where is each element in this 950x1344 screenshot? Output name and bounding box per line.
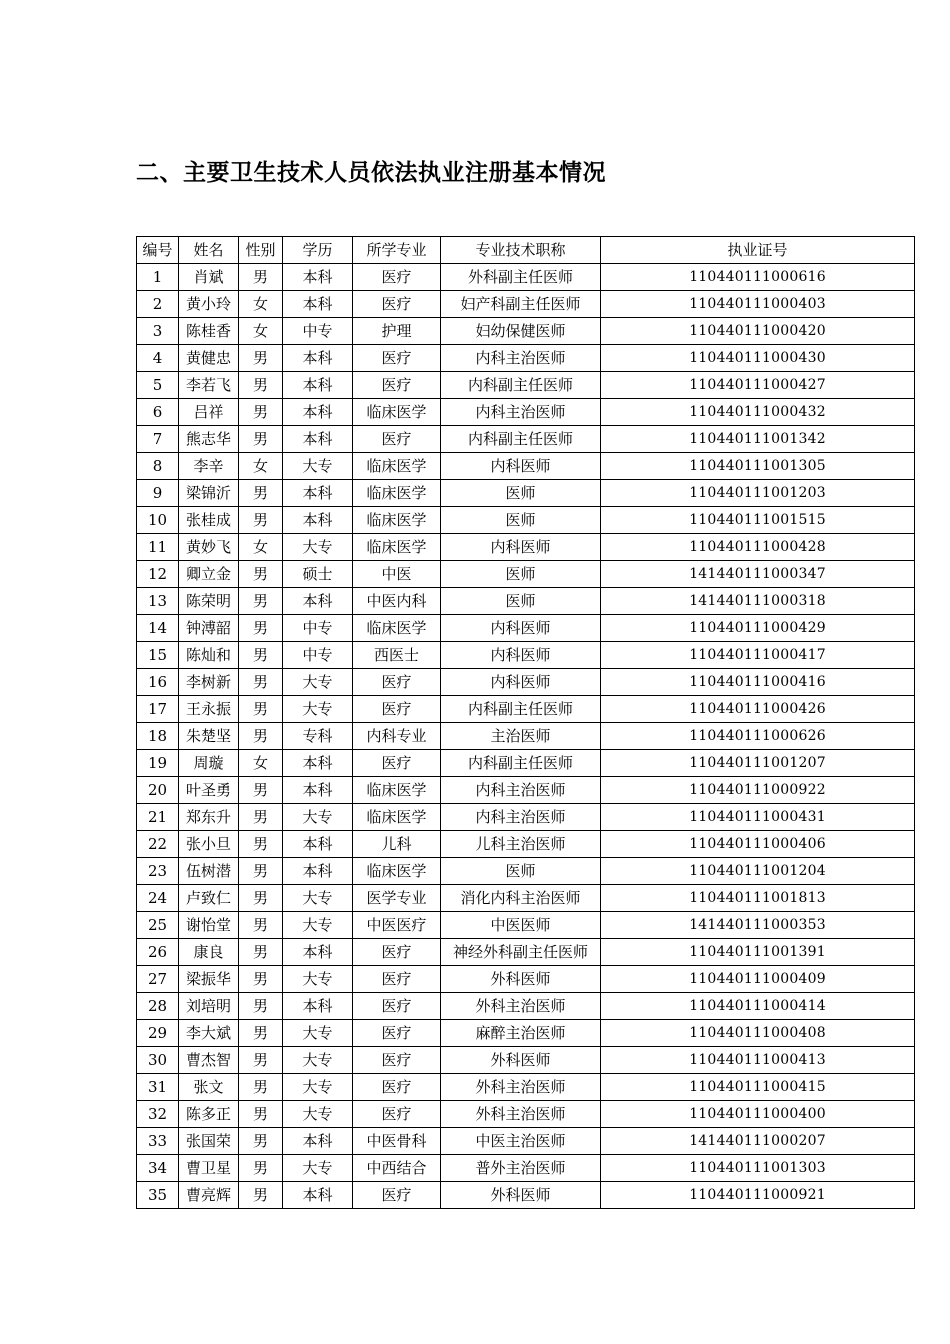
- education-cell: 本科: [283, 264, 353, 291]
- license-number-cell: 110440111001813: [601, 885, 915, 912]
- name-cell: 曹亮辉: [179, 1182, 239, 1209]
- column-header-gender: 性别: [239, 237, 283, 264]
- name-cell: 伍树潜: [179, 858, 239, 885]
- professional-title-cell: 主治医师: [441, 723, 601, 750]
- professional-title-cell: 内科副主任医师: [441, 372, 601, 399]
- license-number-cell: 110440111000413: [601, 1047, 915, 1074]
- table-row: [137, 1101, 915, 1128]
- table-row: [137, 1155, 915, 1182]
- id-cell: 5: [137, 372, 179, 399]
- major-cell: 临床医学: [353, 480, 441, 507]
- table-row: [137, 1128, 915, 1155]
- license-number-cell: 141440111000353: [601, 912, 915, 939]
- professional-title-cell: 内科副主任医师: [441, 750, 601, 777]
- gender-cell: 男: [239, 372, 283, 399]
- gender-cell: 男: [239, 804, 283, 831]
- table-row: [137, 480, 915, 507]
- name-cell: 康良: [179, 939, 239, 966]
- column-header-name: 姓名: [179, 237, 239, 264]
- name-cell: 张桂成: [179, 507, 239, 534]
- professional-title-cell: 内科主治医师: [441, 777, 601, 804]
- education-cell: 本科: [283, 750, 353, 777]
- gender-cell: 女: [239, 318, 283, 345]
- education-cell: 大专: [283, 453, 353, 480]
- gender-cell: 男: [239, 993, 283, 1020]
- id-cell: 7: [137, 426, 179, 453]
- practitioner-registration-table: [136, 236, 915, 1209]
- name-cell: 刘培明: [179, 993, 239, 1020]
- gender-cell: 男: [239, 399, 283, 426]
- professional-title-cell: 内科主治医师: [441, 804, 601, 831]
- id-cell: 18: [137, 723, 179, 750]
- table-row: [137, 372, 915, 399]
- license-number-cell: 110440111000922: [601, 777, 915, 804]
- major-cell: 临床医学: [353, 777, 441, 804]
- major-cell: 临床医学: [353, 534, 441, 561]
- education-cell: 中专: [283, 318, 353, 345]
- professional-title-cell: 内科副主任医师: [441, 426, 601, 453]
- professional-title-cell: 内科医师: [441, 669, 601, 696]
- major-cell: 医疗: [353, 264, 441, 291]
- gender-cell: 男: [239, 561, 283, 588]
- id-cell: 19: [137, 750, 179, 777]
- license-number-cell: 110440111000616: [601, 264, 915, 291]
- professional-title-cell: 中医主治医师: [441, 1128, 601, 1155]
- gender-cell: 男: [239, 669, 283, 696]
- name-cell: 熊志华: [179, 426, 239, 453]
- license-number-cell: 110440111000429: [601, 615, 915, 642]
- education-cell: 大专: [283, 885, 353, 912]
- id-cell: 4: [137, 345, 179, 372]
- id-cell: 33: [137, 1128, 179, 1155]
- name-cell: 梁振华: [179, 966, 239, 993]
- name-cell: 朱楚坚: [179, 723, 239, 750]
- header-row: [137, 237, 915, 264]
- column-header-education: 学历: [283, 237, 353, 264]
- gender-cell: 男: [239, 723, 283, 750]
- id-cell: 10: [137, 507, 179, 534]
- table-row: [137, 669, 915, 696]
- gender-cell: 男: [239, 696, 283, 723]
- professional-title-cell: 内科主治医师: [441, 345, 601, 372]
- education-cell: 大专: [283, 1047, 353, 1074]
- name-cell: 梁锦沂: [179, 480, 239, 507]
- name-cell: 陈灿和: [179, 642, 239, 669]
- id-cell: 35: [137, 1182, 179, 1209]
- name-cell: 卢致仁: [179, 885, 239, 912]
- major-cell: 临床医学: [353, 615, 441, 642]
- gender-cell: 男: [239, 615, 283, 642]
- education-cell: 大专: [283, 966, 353, 993]
- major-cell: 医学专业: [353, 885, 441, 912]
- education-cell: 大专: [283, 534, 353, 561]
- education-cell: 本科: [283, 372, 353, 399]
- education-cell: 本科: [283, 939, 353, 966]
- major-cell: 中西结合: [353, 1155, 441, 1182]
- name-cell: 李树新: [179, 669, 239, 696]
- table-row: [137, 723, 915, 750]
- name-cell: 黄妙飞: [179, 534, 239, 561]
- table-row: [137, 264, 915, 291]
- education-cell: 大专: [283, 669, 353, 696]
- education-cell: 大专: [283, 804, 353, 831]
- license-number-cell: 110440111000408: [601, 1020, 915, 1047]
- major-cell: 临床医学: [353, 453, 441, 480]
- gender-cell: 男: [239, 480, 283, 507]
- name-cell: 张文: [179, 1074, 239, 1101]
- gender-cell: 男: [239, 1182, 283, 1209]
- column-header-id: 编号: [137, 237, 179, 264]
- name-cell: 吕祥: [179, 399, 239, 426]
- professional-title-cell: 妇幼保健医师: [441, 318, 601, 345]
- professional-title-cell: 普外主治医师: [441, 1155, 601, 1182]
- id-cell: 21: [137, 804, 179, 831]
- id-cell: 22: [137, 831, 179, 858]
- license-number-cell: 110440111000414: [601, 993, 915, 1020]
- table-row: [137, 399, 915, 426]
- education-cell: 硕士: [283, 561, 353, 588]
- major-cell: 中医医疗: [353, 912, 441, 939]
- name-cell: 钟溥韶: [179, 615, 239, 642]
- table-row: [137, 615, 915, 642]
- name-cell: 谢怡堂: [179, 912, 239, 939]
- gender-cell: 男: [239, 1155, 283, 1182]
- major-cell: 中医内科: [353, 588, 441, 615]
- major-cell: 医疗: [353, 345, 441, 372]
- name-cell: 黄健忠: [179, 345, 239, 372]
- gender-cell: 男: [239, 1074, 283, 1101]
- id-cell: 12: [137, 561, 179, 588]
- education-cell: 本科: [283, 507, 353, 534]
- name-cell: 王永振: [179, 696, 239, 723]
- table-row: [137, 534, 915, 561]
- major-cell: 医疗: [353, 669, 441, 696]
- education-cell: 本科: [283, 1128, 353, 1155]
- name-cell: 陈荣明: [179, 588, 239, 615]
- license-number-cell: 110440111000409: [601, 966, 915, 993]
- major-cell: 医疗: [353, 1101, 441, 1128]
- professional-title-cell: 外科医师: [441, 1182, 601, 1209]
- table-row: [137, 1047, 915, 1074]
- table-row: [137, 1020, 915, 1047]
- major-cell: 医疗: [353, 1182, 441, 1209]
- gender-cell: 女: [239, 453, 283, 480]
- name-cell: 周璇: [179, 750, 239, 777]
- id-cell: 31: [137, 1074, 179, 1101]
- id-cell: 17: [137, 696, 179, 723]
- id-cell: 14: [137, 615, 179, 642]
- professional-title-cell: 内科医师: [441, 615, 601, 642]
- education-cell: 本科: [283, 993, 353, 1020]
- license-number-cell: 110440111000432: [601, 399, 915, 426]
- professional-title-cell: 中医医师: [441, 912, 601, 939]
- name-cell: 张小旦: [179, 831, 239, 858]
- id-cell: 15: [137, 642, 179, 669]
- name-cell: 黄小玲: [179, 291, 239, 318]
- major-cell: 医疗: [353, 966, 441, 993]
- education-cell: 大专: [283, 912, 353, 939]
- major-cell: 中医骨科: [353, 1128, 441, 1155]
- license-number-cell: 110440111000400: [601, 1101, 915, 1128]
- id-cell: 32: [137, 1101, 179, 1128]
- gender-cell: 男: [239, 1020, 283, 1047]
- education-cell: 本科: [283, 291, 353, 318]
- license-number-cell: 141440111000347: [601, 561, 915, 588]
- table-row: [137, 318, 915, 345]
- major-cell: 医疗: [353, 1047, 441, 1074]
- education-cell: 本科: [283, 777, 353, 804]
- professional-title-cell: 内科主治医师: [441, 399, 601, 426]
- name-cell: 卿立金: [179, 561, 239, 588]
- license-number-cell: 110440111000428: [601, 534, 915, 561]
- professional-title-cell: 外科副主任医师: [441, 264, 601, 291]
- id-cell: 6: [137, 399, 179, 426]
- major-cell: 临床医学: [353, 804, 441, 831]
- education-cell: 大专: [283, 1101, 353, 1128]
- license-number-cell: 110440111001303: [601, 1155, 915, 1182]
- table-row: [137, 1074, 915, 1101]
- license-number-cell: 110440111001515: [601, 507, 915, 534]
- name-cell: 李若飞: [179, 372, 239, 399]
- id-cell: 23: [137, 858, 179, 885]
- professional-title-cell: 外科主治医师: [441, 1074, 601, 1101]
- id-cell: 9: [137, 480, 179, 507]
- license-number-cell: 110440111000406: [601, 831, 915, 858]
- table-row: [137, 1182, 915, 1209]
- id-cell: 3: [137, 318, 179, 345]
- professional-title-cell: 内科副主任医师: [441, 696, 601, 723]
- education-cell: 本科: [283, 858, 353, 885]
- gender-cell: 男: [239, 264, 283, 291]
- license-number-cell: 110440111000430: [601, 345, 915, 372]
- id-cell: 30: [137, 1047, 179, 1074]
- professional-title-cell: 麻醉主治医师: [441, 1020, 601, 1047]
- education-cell: 本科: [283, 1182, 353, 1209]
- education-cell: 中专: [283, 642, 353, 669]
- table-row: [137, 912, 915, 939]
- table-row: [137, 291, 915, 318]
- name-cell: 曹杰智: [179, 1047, 239, 1074]
- license-number-cell: 110440111000417: [601, 642, 915, 669]
- license-number-cell: 141440111000207: [601, 1128, 915, 1155]
- education-cell: 大专: [283, 1155, 353, 1182]
- gender-cell: 男: [239, 426, 283, 453]
- education-cell: 本科: [283, 399, 353, 426]
- id-cell: 26: [137, 939, 179, 966]
- table-row: [137, 642, 915, 669]
- gender-cell: 男: [239, 1047, 283, 1074]
- professional-title-cell: 内科医师: [441, 453, 601, 480]
- education-cell: 大专: [283, 1074, 353, 1101]
- education-cell: 大专: [283, 696, 353, 723]
- table-row: [137, 696, 915, 723]
- professional-title-cell: 外科医师: [441, 1047, 601, 1074]
- id-cell: 28: [137, 993, 179, 1020]
- license-number-cell: 110440111001204: [601, 858, 915, 885]
- id-cell: 11: [137, 534, 179, 561]
- gender-cell: 男: [239, 588, 283, 615]
- name-cell: 张国荣: [179, 1128, 239, 1155]
- license-number-cell: 110440111000426: [601, 696, 915, 723]
- name-cell: 陈桂香: [179, 318, 239, 345]
- table-row: [137, 426, 915, 453]
- gender-cell: 男: [239, 885, 283, 912]
- table-row: [137, 858, 915, 885]
- name-cell: 李大斌: [179, 1020, 239, 1047]
- major-cell: 医疗: [353, 426, 441, 453]
- id-cell: 8: [137, 453, 179, 480]
- education-cell: 本科: [283, 831, 353, 858]
- column-header-license-number: 执业证号: [601, 237, 915, 264]
- column-header-professional-title: 专业技术职称: [441, 237, 601, 264]
- license-number-cell: 110440111001207: [601, 750, 915, 777]
- license-number-cell: 110440111000626: [601, 723, 915, 750]
- table-header: [137, 237, 915, 264]
- professional-title-cell: 医师: [441, 480, 601, 507]
- license-number-cell: 110440111000921: [601, 1182, 915, 1209]
- id-cell: 2: [137, 291, 179, 318]
- major-cell: 儿科: [353, 831, 441, 858]
- major-cell: 医疗: [353, 291, 441, 318]
- professional-title-cell: 消化内科主治医师: [441, 885, 601, 912]
- table-row: [137, 345, 915, 372]
- professional-title-cell: 外科主治医师: [441, 993, 601, 1020]
- major-cell: 西医士: [353, 642, 441, 669]
- table-row: [137, 885, 915, 912]
- id-cell: 25: [137, 912, 179, 939]
- license-number-cell: 141440111000318: [601, 588, 915, 615]
- professional-title-cell: 医师: [441, 507, 601, 534]
- gender-cell: 男: [239, 345, 283, 372]
- gender-cell: 男: [239, 939, 283, 966]
- gender-cell: 男: [239, 912, 283, 939]
- name-cell: 叶圣勇: [179, 777, 239, 804]
- table-row: [137, 588, 915, 615]
- gender-cell: 男: [239, 1128, 283, 1155]
- id-cell: 1: [137, 264, 179, 291]
- license-number-cell: 110440111000420: [601, 318, 915, 345]
- table-row: [137, 453, 915, 480]
- id-cell: 34: [137, 1155, 179, 1182]
- table-row: [137, 831, 915, 858]
- name-cell: 肖斌: [179, 264, 239, 291]
- professional-title-cell: 医师: [441, 588, 601, 615]
- gender-cell: 女: [239, 534, 283, 561]
- id-cell: 20: [137, 777, 179, 804]
- license-number-cell: 110440111001203: [601, 480, 915, 507]
- table-row: [137, 939, 915, 966]
- name-cell: 李辛: [179, 453, 239, 480]
- major-cell: 医疗: [353, 939, 441, 966]
- education-cell: 本科: [283, 480, 353, 507]
- license-number-cell: 110440111000427: [601, 372, 915, 399]
- license-number-cell: 110440111000416: [601, 669, 915, 696]
- column-header-major: 所学专业: [353, 237, 441, 264]
- id-cell: 27: [137, 966, 179, 993]
- major-cell: 临床医学: [353, 507, 441, 534]
- professional-title-cell: 外科医师: [441, 966, 601, 993]
- major-cell: 医疗: [353, 696, 441, 723]
- table-row: [137, 804, 915, 831]
- education-cell: 大专: [283, 1020, 353, 1047]
- gender-cell: 男: [239, 1101, 283, 1128]
- license-number-cell: 110440111001342: [601, 426, 915, 453]
- name-cell: 郑东升: [179, 804, 239, 831]
- major-cell: 医疗: [353, 750, 441, 777]
- major-cell: 医疗: [353, 1020, 441, 1047]
- professional-title-cell: 医师: [441, 561, 601, 588]
- professional-title-cell: 内科医师: [441, 642, 601, 669]
- major-cell: 护理: [353, 318, 441, 345]
- gender-cell: 男: [239, 507, 283, 534]
- major-cell: 临床医学: [353, 399, 441, 426]
- professional-title-cell: 医师: [441, 858, 601, 885]
- license-number-cell: 110440111000415: [601, 1074, 915, 1101]
- major-cell: 医疗: [353, 993, 441, 1020]
- major-cell: 临床医学: [353, 858, 441, 885]
- gender-cell: 男: [239, 777, 283, 804]
- id-cell: 13: [137, 588, 179, 615]
- license-number-cell: 110440111001391: [601, 939, 915, 966]
- table-row: [137, 966, 915, 993]
- professional-title-cell: 儿科主治医师: [441, 831, 601, 858]
- education-cell: 本科: [283, 588, 353, 615]
- education-cell: 中专: [283, 615, 353, 642]
- table-row: [137, 561, 915, 588]
- major-cell: 医疗: [353, 1074, 441, 1101]
- name-cell: 陈多正: [179, 1101, 239, 1128]
- id-cell: 29: [137, 1020, 179, 1047]
- gender-cell: 男: [239, 966, 283, 993]
- table-body: [137, 264, 915, 1209]
- education-cell: 本科: [283, 345, 353, 372]
- major-cell: 医疗: [353, 372, 441, 399]
- name-cell: 曹卫星: [179, 1155, 239, 1182]
- table-row: [137, 777, 915, 804]
- education-cell: 专科: [283, 723, 353, 750]
- major-cell: 内科专业: [353, 723, 441, 750]
- gender-cell: 男: [239, 858, 283, 885]
- gender-cell: 男: [239, 831, 283, 858]
- license-number-cell: 110440111000403: [601, 291, 915, 318]
- gender-cell: 女: [239, 291, 283, 318]
- table-row: [137, 507, 915, 534]
- professional-title-cell: 神经外科副主任医师: [441, 939, 601, 966]
- gender-cell: 女: [239, 750, 283, 777]
- table-row: [137, 750, 915, 777]
- professional-title-cell: 妇产科副主任医师: [441, 291, 601, 318]
- professional-title-cell: 内科医师: [441, 534, 601, 561]
- table-row: [137, 993, 915, 1020]
- id-cell: 16: [137, 669, 179, 696]
- professional-title-cell: 外科主治医师: [441, 1101, 601, 1128]
- id-cell: 24: [137, 885, 179, 912]
- gender-cell: 男: [239, 642, 283, 669]
- page-title: 二、主要卫生技术人员依法执业注册基本情况: [136, 160, 606, 186]
- major-cell: 中医: [353, 561, 441, 588]
- license-number-cell: 110440111000431: [601, 804, 915, 831]
- education-cell: 本科: [283, 426, 353, 453]
- license-number-cell: 110440111001305: [601, 453, 915, 480]
